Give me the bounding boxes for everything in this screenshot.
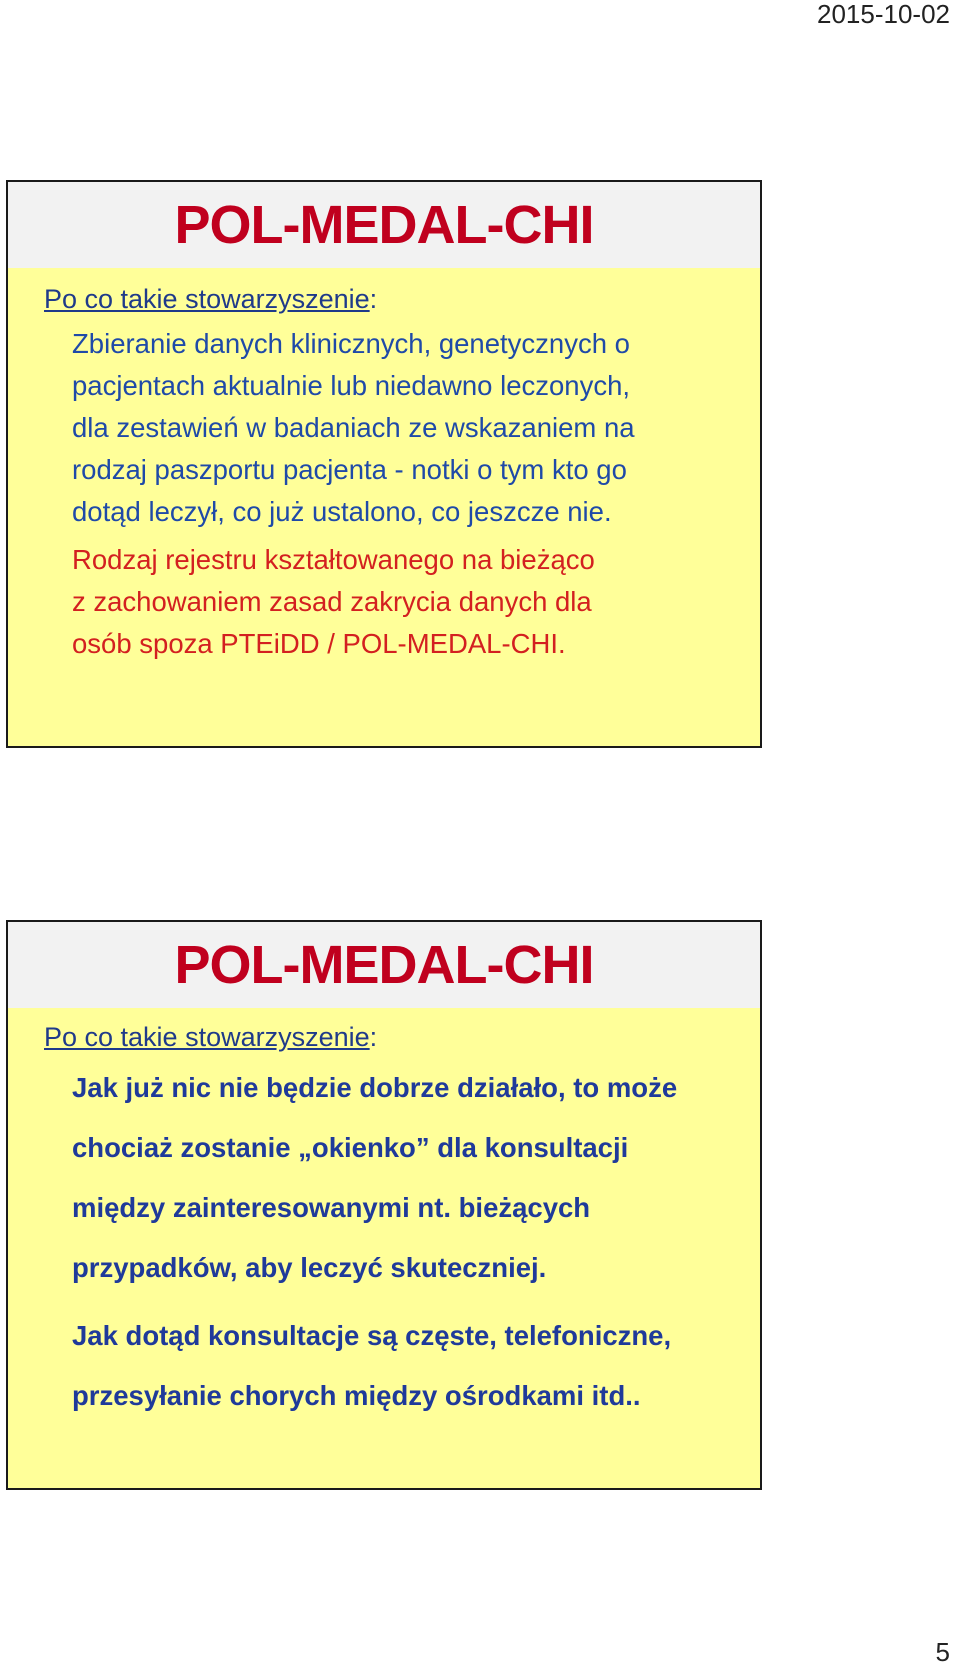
body-line: między zainteresowanymi nt. bieżących <box>72 1192 591 1223</box>
slide-1-title: POL-MEDAL-CHI <box>8 182 760 268</box>
body-line: Zbieranie danych klinicznych, genetycznych o <box>72 328 630 359</box>
body-line: dla zestawień w badaniach ze wskazaniem na <box>72 412 635 443</box>
slide-2-body <box>72 1072 740 1440</box>
document-date: 2015-10-02 <box>817 0 950 29</box>
slide-1-subtitle <box>44 284 377 315</box>
slide-1-subtitle-text: Po co takie stowarzyszenie <box>44 284 370 314</box>
body-line: chociaż zostanie „okienko” dla konsultacji <box>72 1132 629 1163</box>
slide-2-subtitle-colon: : <box>369 1022 378 1052</box>
registry-line: Rodzaj rejestru kształtowanego na bieżąco <box>72 544 595 575</box>
slide-2 <box>6 920 762 1490</box>
slide-2-title: POL-MEDAL-CHI <box>8 922 760 1008</box>
slide-1-subtitle-colon: : <box>369 284 378 314</box>
body-line: przypadków, aby leczyć skuteczniej. <box>72 1252 547 1283</box>
body-line: Jak dotąd konsultacje są częste, telefoniczne, <box>72 1320 672 1351</box>
registry-line: osób spoza PTEiDD / POL-MEDAL-CHI. <box>72 628 566 659</box>
body-line: pacjentach aktualnie lub niedawno leczonych, <box>72 370 631 401</box>
body-line: Jak już nic nie będzie dobrze działało, to może <box>72 1072 678 1103</box>
body-line: przesyłanie chorych między ośrodkami itd.. <box>72 1380 641 1411</box>
slide-1 <box>6 180 762 748</box>
slide-2-subtitle-text: Po co takie stowarzyszenie <box>44 1022 370 1052</box>
body-line: dotąd leczył, co już ustalono, co jeszcze nie. <box>72 496 612 527</box>
registry-line: z zachowaniem zasad zakrycia danych dla <box>72 586 592 617</box>
page-number: 5 <box>935 1637 950 1667</box>
slide-1-body <box>72 328 740 670</box>
body-line: rodzaj paszportu pacjenta - notki o tym kto go <box>72 454 627 485</box>
slide-2-subtitle <box>44 1022 377 1053</box>
